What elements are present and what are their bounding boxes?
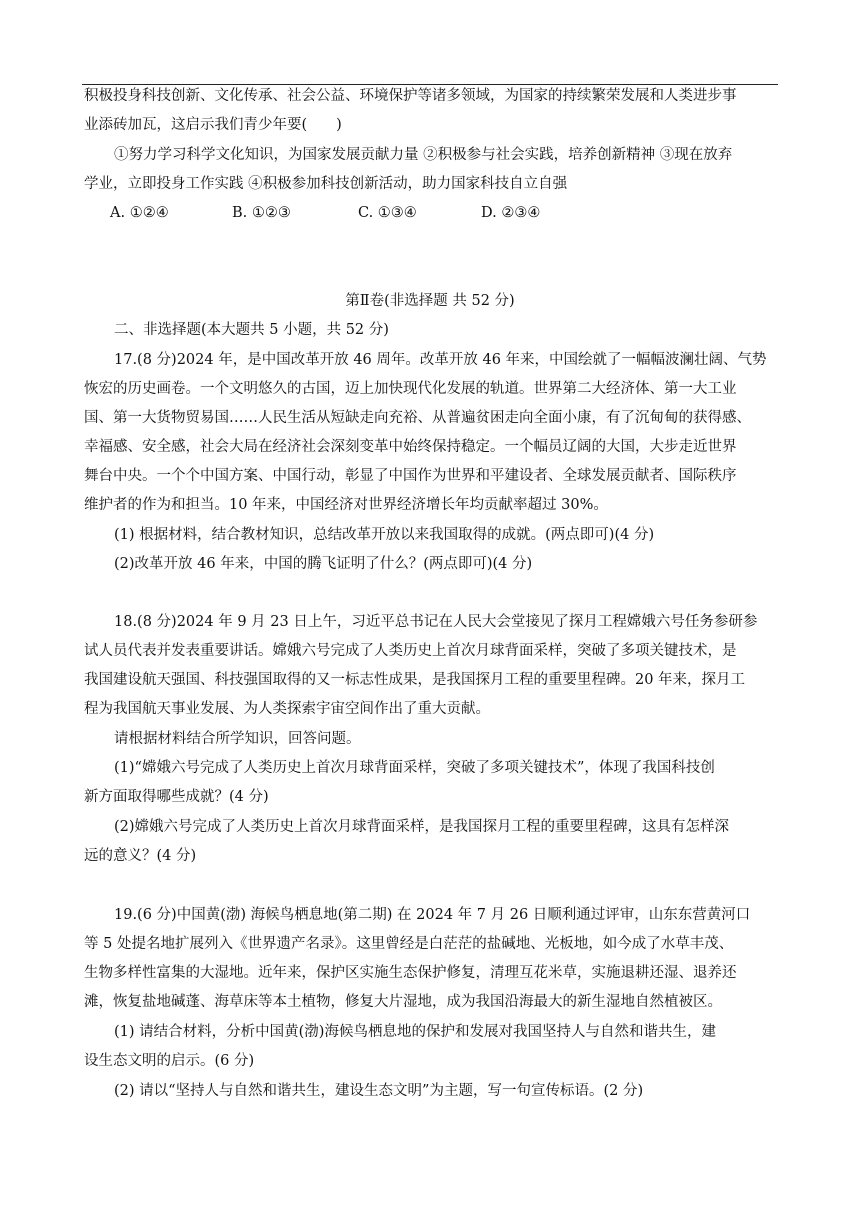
q16-option-c: C. ①③④	[358, 205, 417, 221]
q19-line-3: 生物多样性富集的大湿地。近年来，保护区实施生态保护修复，清理互花米草，实施退耕还湿、退养还	[84, 965, 737, 981]
section-heading: 二、非选择题(本大题共 5 小题，共 52 分)	[114, 322, 389, 338]
q18-prompt: 请根据材料结合所学知识，回答问题。	[114, 731, 361, 747]
q18-subquestion-1-line-1: (1)“嫦娥六号完成了人类历史上首次月球背面采样，突破了多项关键技术”，体现了我国科技创	[114, 760, 715, 776]
q16-stem-line-2: 业添砖加瓦，这启示我们青少年要( )	[84, 117, 342, 133]
q16-statements-line-2: 学业，立即投身工作实践 ④积极参加科技创新活动，助力国家科技自立自强	[84, 176, 568, 192]
q19-subquestion-2: (2) 请以“坚持人与自然和谐共生，建设生态文明”为主题，写一句宣传标语。(2 分)	[114, 1083, 644, 1099]
q18-subquestion-1-line-2: 新方面取得哪些成就？(4 分)	[84, 789, 269, 805]
q18-subquestion-2-line-2: 远的意义？(4 分)	[84, 848, 197, 864]
q17-line-2: 恢宏的历史画卷。一个文明悠久的古国，迈上加快现代化发展的轨道。世界第二大经济体、第一大工业	[84, 381, 737, 397]
q18-subquestion-2-line-1: (2)嫦娥六号完成了人类历史上首次月球背面采样，是我国探月工程的重要里程碑，这具有怎样深	[114, 819, 730, 835]
q17-line-5: 舞台中央。一个个中国方案、中国行动，彰显了中国作为世界和平建设者、全球发展贡献者、国际秩序	[84, 468, 737, 484]
q17-line-6: 维护者的作为和担当。10 年来，中国经济对世界经济增长年均贡献率超过 30%。	[84, 497, 608, 513]
q16-option-a: A. ①②④	[110, 205, 169, 221]
q19-line-2: 等 5 处提名地扩展列入《世界遗产名录》。这里曾经是白茫茫的盐碱地、光板地，如今成了水草丰茂、	[84, 936, 734, 952]
q17-subquestion-2: (2)改革开放 46 年来，中国的腾飞证明了什么？(两点即可)(4 分)	[114, 556, 533, 572]
q18-line-1: 18.(8 分)2024 年 9 月 23 日上午，习近平总书记在人民大会堂接见了探月工程嫦娥六号任务参研参	[114, 614, 758, 630]
q16-statements-line-1: ①努力学习科学文化知识，为国家发展贡献力量 ②积极参与社会实践，培养创新精神 ③现在放弃	[114, 147, 733, 163]
q17-line-1: 17.(8 分)2024 年，是中国改革开放 46 周年。改革开放 46 年来，中国绘就了一幅幅波澜壮阔、气势	[114, 352, 767, 368]
q19-subquestion-1-line-1: (1) 请结合材料，分析中国黄(渤)海候鸟栖息地的保护和发展对我国坚持人与自然和谐共生，建	[114, 1024, 716, 1040]
q17-subquestion-1: (1) 根据材料，结合教材知识，总结改革开放以来我国取得的成就。(两点即可)(4 分)	[114, 527, 655, 543]
q18-line-2: 试人员代表并发表重要讲话。嫦娥六号完成了人类历史上首次月球背面采样，突破了多项关键技术，是	[84, 643, 737, 659]
q19-subquestion-1-line-2: 设生态文明的启示。(6 分)	[84, 1053, 255, 1069]
q16-stem-line-1: 积极投身科技创新、文化传承、社会公益、环境保护等诸多领域，为国家的持续繁荣发展和人类进步事	[84, 88, 737, 104]
q19-line-4: 滩，恢复盐地碱蓬、海草床等本土植物，修复大片湿地，成为我国沿海最大的新生湿地自然植被区。	[84, 994, 722, 1010]
q18-line-3: 我国建设航天强国、科技强国取得的又一标志性成果，是我国探月工程的重要里程碑。20 年来，探月工	[84, 672, 746, 688]
top-rule	[82, 84, 778, 85]
q17-line-4: 幸福感、安全感，社会大局在经济社会深刻变革中始终保持稳定。一个幅员辽阔的大国，大步走近世界	[84, 439, 737, 455]
section-title: 第Ⅱ卷(非选择题 共 52 分)	[345, 293, 515, 309]
q16-option-b: B. ①②③	[232, 205, 291, 221]
q19-line-1: 19.(6 分)中国黄(渤) 海候鸟栖息地(第二期) 在 2024 年 7 月 26 日顺利通过评审，山东东营黄河口	[114, 907, 751, 923]
q17-line-3: 国、第一大货物贸易国……人民生活从短缺走向充裕、从普遍贫困走向全面小康，有了沉甸甸的获得感、	[84, 410, 751, 426]
q18-line-4: 程为我国航天事业发展、为人类探索宇宙空间作出了重大贡献。	[84, 701, 490, 717]
q16-option-d: D. ②③④	[481, 205, 541, 221]
